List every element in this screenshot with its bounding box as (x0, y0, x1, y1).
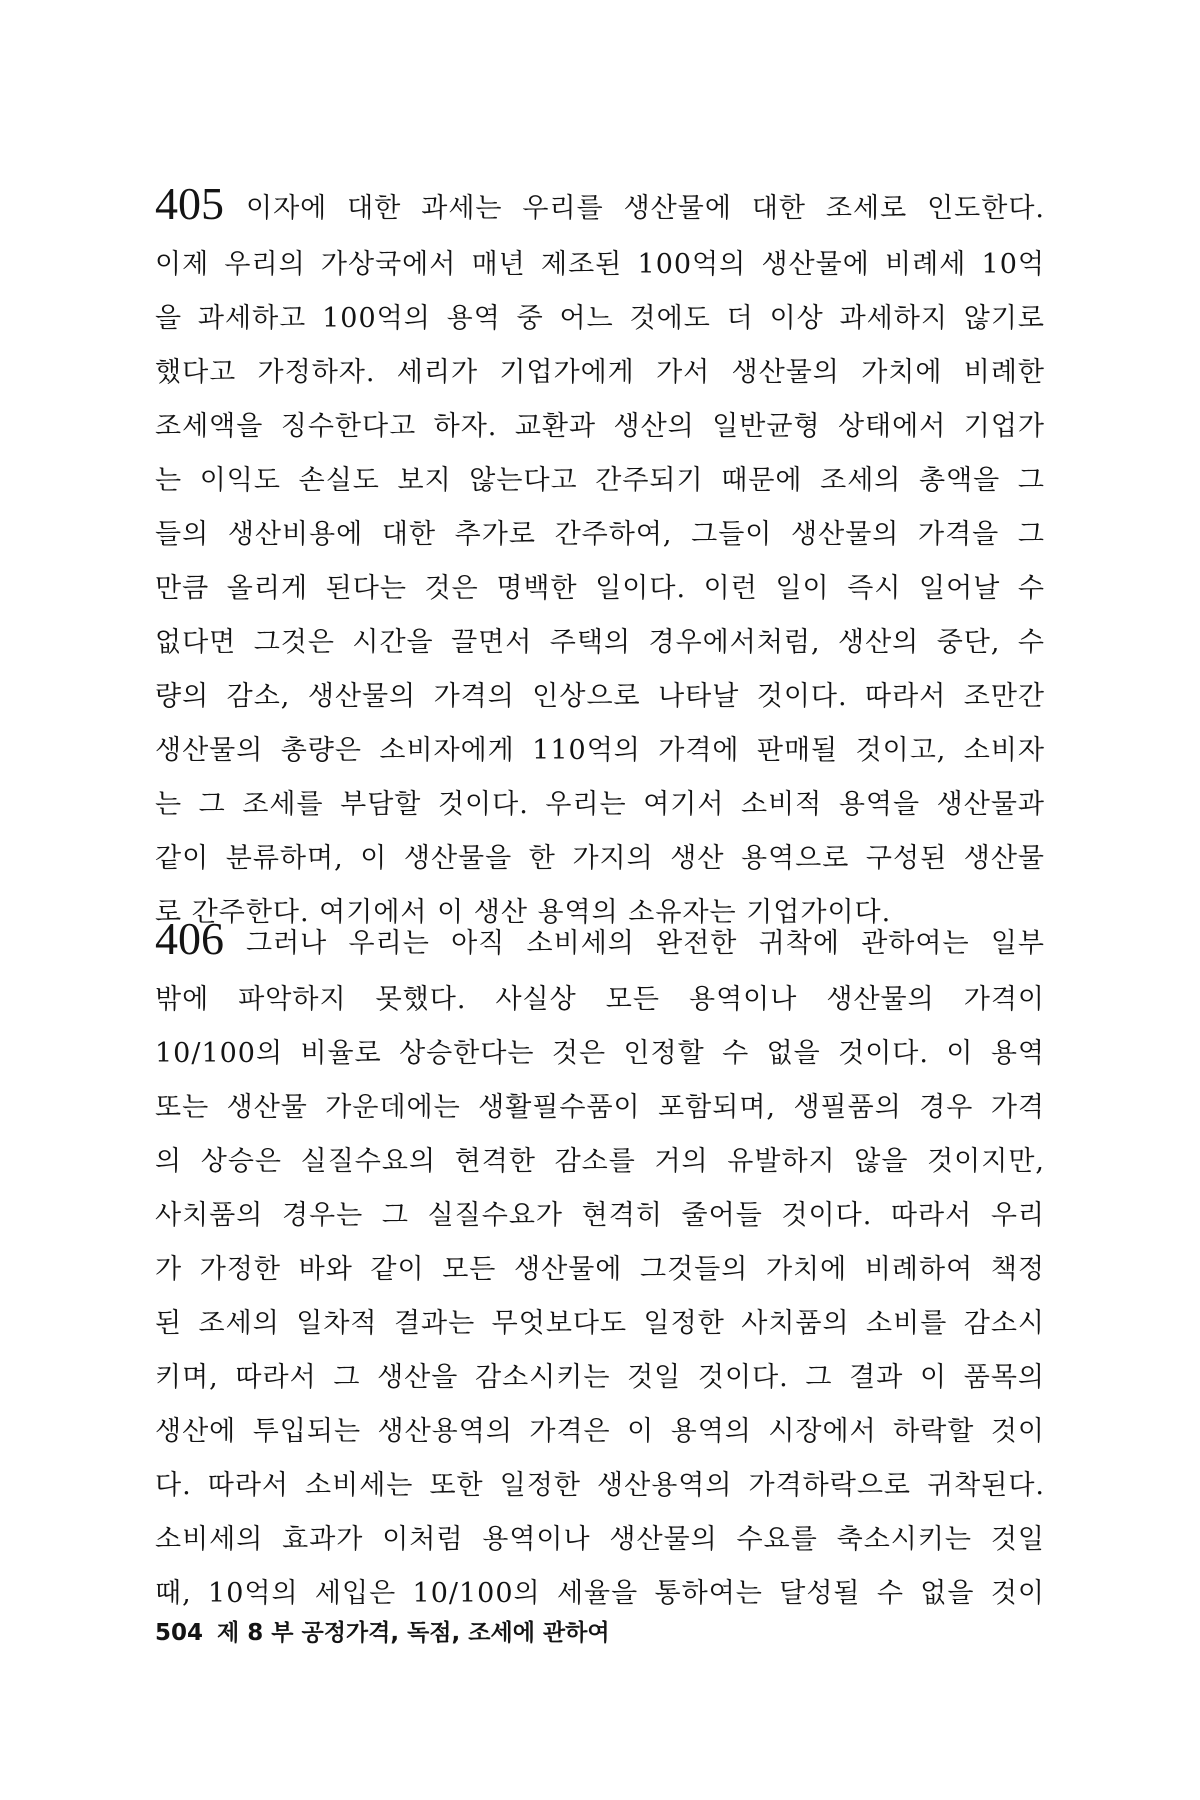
paragraph-line: 로 간주한다. 여기에서 이 생산 용역의 소유자는 기업가이다. (155, 897, 892, 928)
paragraph-line: 소비세의 효과가 이처럼 용역이나 생산물의 수요를 축소시키는 것일 (155, 1524, 1045, 1555)
paragraph-line: 또는 생산물 가운데에는 생활필수품이 포함되며, 생필품의 경우 가격 (155, 1092, 1045, 1123)
paragraph-line: 생산물의 총량은 소비자에게 110억의 가격에 판매될 것이고, 소비자 (155, 735, 1045, 766)
paragraph-line (155, 905, 1045, 973)
paragraph-line: 이제 우리의 가상국에서 매년 제조된 100억의 생산물에 비례세 10억 (155, 249, 1045, 280)
paragraph-line: 다. 따라서 소비세는 또한 일정한 생산용역의 가격하락으로 귀착된다. (155, 1470, 1045, 1501)
paragraph-line: 는 그 조세를 부담할 것이다. 우리는 여기서 소비적 용역을 생산물과 (155, 789, 1045, 820)
paragraph-line: 만큼 올리게 된다는 것은 명백한 일이다. 이런 일이 즉시 일어날 수 (155, 573, 1045, 604)
paragraph-405 (155, 170, 1045, 940)
paragraph-line: 가 가정한 바와 같이 모든 생산물에 그것들의 가치에 비례하여 책정 (155, 1254, 1045, 1285)
paragraph-line: 된 조세의 일차적 결과는 무엇보다도 일정한 사치품의 소비를 감소시 (155, 1308, 1045, 1339)
paragraph-line: 키며, 따라서 그 생산을 감소시키는 것일 것이다. 그 결과 이 품목의 (155, 1362, 1045, 1393)
paragraph-406 (155, 905, 1045, 1621)
paragraph-line: 의 상승은 실질수요의 현격한 감소를 거의 유발하지 않을 것이지만, (155, 1146, 1045, 1177)
paragraph-line: 을 과세하고 100억의 용역 중 어느 것에도 더 이상 과세하지 않기로 (155, 303, 1045, 334)
paragraph-number: 405 (155, 178, 224, 229)
paragraph-line: 는 이익도 손실도 보지 않는다고 간주되기 때문에 조세의 총액을 그 (155, 465, 1045, 496)
paragraph-number: 406 (155, 913, 224, 964)
paragraph-line: 했다고 가정하자. 세리가 기업가에게 가서 생산물의 가치에 비례한 (155, 357, 1045, 388)
paragraph-line: 조세액을 징수한다고 하자. 교환과 생산의 일반균형 상태에서 기업가 (155, 411, 1045, 442)
page-number: 504 (155, 1620, 204, 1646)
paragraph-line: 들의 생산비용에 대한 추가로 간주하여, 그들이 생산물의 가격을 그 (155, 519, 1045, 550)
running-title: 제 8 부 공정가격, 독점, 조세에 관하여 (217, 1620, 610, 1646)
paragraph-line: 10/100의 비율로 상승한다는 것은 인정할 수 없을 것이다. 이 용역 (155, 1038, 1045, 1069)
paragraph-line: 같이 분류하며, 이 생산물을 한 가지의 생산 용역으로 구성된 생산물 (155, 843, 1045, 874)
line-text: 그러나 우리는 아직 소비세의 완전한 귀착에 관하여는 일부 (246, 928, 1045, 959)
line-text: 이자에 대한 과세는 우리를 생산물에 대한 조세로 인도한다. (246, 193, 1045, 224)
paragraph-line: 없다면 그것은 시간을 끌면서 주택의 경우에서처럼, 생산의 중단, 수 (155, 627, 1045, 658)
paragraph-line (155, 170, 1045, 238)
paragraph-line: 생산에 투입되는 생산용역의 가격은 이 용역의 시장에서 하락할 것이 (155, 1416, 1045, 1447)
paragraph-line: 량의 감소, 생산물의 가격의 인상으로 나타날 것이다. 따라서 조만간 (155, 681, 1045, 712)
paragraph-line: 사치품의 경우는 그 실질수요가 현격히 줄어들 것이다. 따라서 우리 (155, 1200, 1045, 1231)
page-footer (155, 1614, 610, 1647)
paragraph-line: 때, 10억의 세입은 10/100의 세율을 통하여는 달성될 수 없을 것이 (155, 1578, 1045, 1609)
paragraph-line: 밖에 파악하지 못했다. 사실상 모든 용역이나 생산물의 가격이 (155, 984, 1045, 1015)
